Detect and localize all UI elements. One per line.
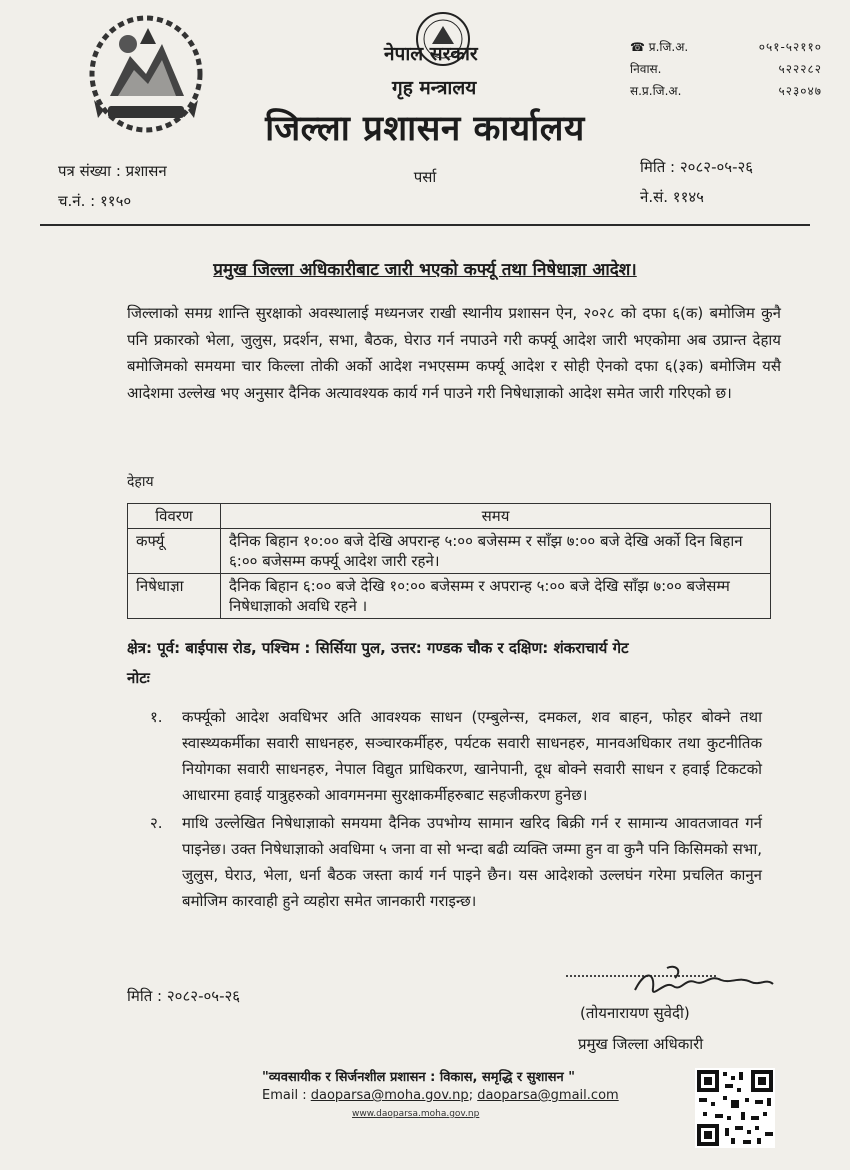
dispatch-number: च.नं. : ११५० [58,192,132,210]
list-item-number: १. [150,708,163,726]
ministry-name: गृह मन्त्रालय [392,77,477,99]
letter-date: मिति : २०८२-०५-२६ [640,158,754,176]
contact-value: ५२२२८२ [778,62,822,76]
table-row [128,529,771,574]
schedule-table [127,503,771,619]
contact-label: ☎ प्र.जि.अ. [630,40,689,54]
office-title: जिल्ला प्रशासन कार्यालय [265,109,585,149]
email-link[interactable]: daoparsa@moha.gov.np [310,1088,469,1103]
contact-numbers [630,36,822,102]
list-item [150,704,762,808]
area-boundaries: क्षेत्र: पूर्व: बाईपास रोड, पश्चिम : सिर्सिया पुल, उत्तर: गण्डक चौक र दक्षिण: शंकराचार्य गेट [127,639,629,657]
column-header: विवरण [128,504,221,529]
table-cell: निषेधाज्ञा [128,574,221,619]
website-link[interactable]: www.daoparsa.moha.gov.np [352,1109,480,1119]
nepal-sambat: ने.सं. ११४५ [640,188,704,206]
contact-value: ५२३०४७ [778,84,822,98]
footer-email: Email : daoparsa@moha.gov.np; daoparsa@gmail.com [262,1088,619,1103]
government-name: नेपाल सरकार [384,43,478,65]
table-cell: दैनिक बिहान १०:०० बजे देखि अपरान्ह ५:०० बजेसम्म र साँझ ७:०० बजे देखि अर्को दिन बिहान ६:०० बजेसम्म कर्फ्यू आदेश जारी रहने। [221,529,771,574]
signer-name: (तोयनारायण सुवेदी) [580,1004,690,1022]
subject-line: प्रमुख जिल्ला अधिकारीबाट जारी भएको कर्फ्यू तथा निषेधाज्ञा आदेश। [213,260,637,280]
header-divider [40,224,810,226]
qr-code-icon[interactable] [695,1068,775,1148]
list-item-text: माथि उल्लेखित निषेधाज्ञाको समयमा दैनिक उपभोग्य सामान खरिद बिक्री गर्न र सामान्य आवतजावत गर्न पाइनेछ। उक्त निषेधाज्ञाको अवधिमा ५ जना वा सो भन्दा बढी व्यक्ति जम्मा हुन वा कुनै पनि किसिमको सभा, जुलुस, घेराउ, भेला, धर्ना बैठक जस्ता कार्य गर्न पाइने छैन। यस आदेशको उल्लघंन गरेमा प्रचलित कानुन बमोजिम कारवाही हुने व्यहोरा समेत जानकारी गराइन्छ। [182,814,762,910]
contact-row [630,36,822,58]
date-block [640,152,753,212]
district-name: पर्सा [413,168,437,186]
signer-title: प्रमुख जिल्ला अधिकारी [578,1035,704,1053]
table-cell: कर्फ्यू [128,529,221,574]
email-link[interactable]: daoparsa@gmail.com [477,1088,619,1103]
list-item-number: २. [150,814,163,832]
table-row [128,574,771,619]
dehay-label: देहाय [127,474,154,490]
contact-label: निवास. [630,62,662,76]
contact-label: स.प्र.जि.अ. [630,84,682,98]
note-label: नोटः [127,669,150,687]
ref-number: पत्र संख्या : प्रशासन [58,162,167,180]
notes-list [150,704,762,916]
table-header-row [128,504,771,529]
footer-slogan: "व्यवसायीक र सिर्जनशील प्रशासन : विकास, समृद्धि र सुशासन " [262,1070,576,1085]
contact-row [630,58,822,80]
body-paragraph: जिल्लाको समग्र शान्ति सुरक्षाको अवस्थालाई मध्यनजर राखी स्थानीय प्रशासन ऐन, २०२८ को दफा ६(क) बमोजिम कुनै पनि प्रकारको भेला, जुलुस, प्रदर्शन, सभा, बैठक, घेराउ गर्न नपाउने गरी कर्फ्यू आदेश जारी भएकोमा अब उप्रान्त देहाय बमोजिमको समयमा चार किल्ला तोकी अर्को आदेश नभएसम्म कर्फ्यू आदेश र सोही ऐनको दफा ६(३क) बमोजिम यसै आदेशमा उल्लेख भए अनुसार दैनिक अत्यावश्यक कार्य गर्न पाउने गरी निषेधाज्ञाको आदेश समेत जारी गरिएको छ। [127,304,781,402]
contact-value: ०५१-५२११० [758,40,822,54]
list-item [150,810,762,914]
table-cell: दैनिक बिहान ६:०० बजे देखि १०:०० बजेसम्म र अपरान्ह ५:०० बजे देखि साँझ ७:०० बजेसम्म निषेधाज्ञाको अवधि रहने । [221,574,771,619]
contact-row [630,80,822,102]
email-label: Email : [262,1088,307,1103]
footer-date: मिति : २०८२-०५-२६ [127,987,241,1005]
list-item-text: कर्फ्यूको आदेश अवधिभर अति आवश्यक साधन (एम्बुलेन्स, दमकल, शव बाहन, फोहर बोक्ने तथा स्वास्थ्यकर्मीका सवारी साधनहरु, सञ्चारकर्मीहरु, पर्यटक सवारी साधनहरु, मानवअधिकार तथा कुटनीतिक नियोगका सवारी साधनहरु, नेपाल विद्युत प्राधिकरण, खानेपानी, दूध बोक्ने सवारी साधन र हवाई टिकटको आधारमा हवाई यात्रुहरुको आवगमनमा सुरक्षाकर्मीहरुबाट सहजीकरण हुनेछ। [182,708,762,804]
column-header: समय [221,504,771,529]
